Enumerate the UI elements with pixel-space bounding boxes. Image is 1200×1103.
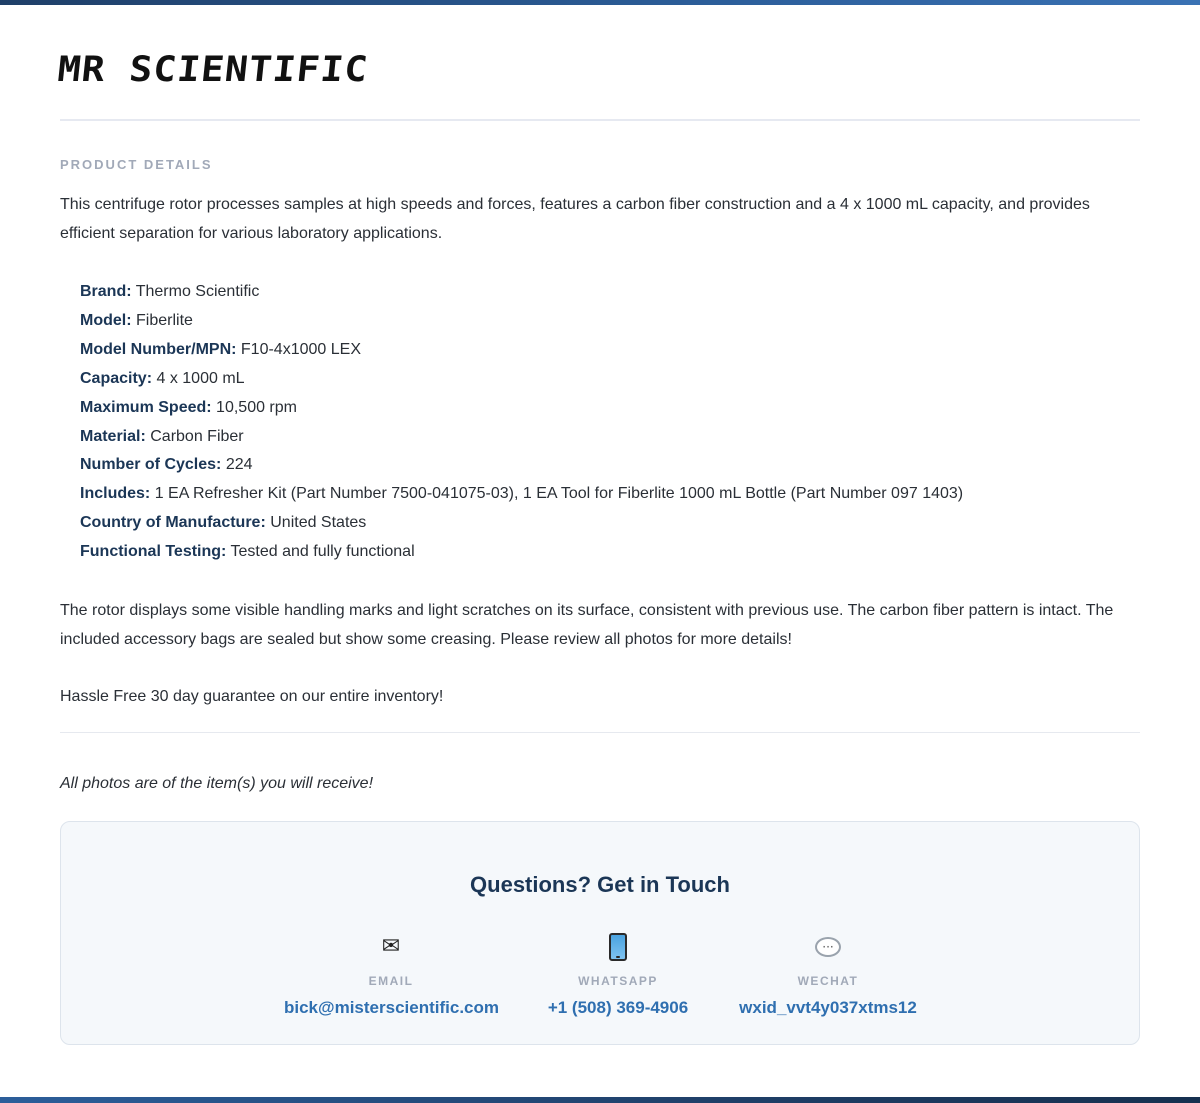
email-link[interactable]: bick@misterscientific.com	[284, 998, 499, 1018]
contact-label-email: EMAIL	[368, 974, 414, 989]
spec-key: Country of Manufacture:	[80, 514, 266, 532]
spec-key: Number of Cycles:	[80, 456, 222, 474]
bottom-accent-bar	[0, 1097, 1200, 1103]
spec-item-cycles	[80, 451, 1140, 480]
spec-value: 4 x 1000 mL	[156, 369, 245, 387]
contact-item-email	[284, 932, 498, 1018]
contact-label-whatsapp: WHATSAPP	[578, 974, 658, 989]
guarantee-text: Hassle Free 30 day guarantee on our entire inventory!	[60, 688, 444, 706]
spec-key: Functional Testing:	[80, 543, 227, 561]
contact-box	[60, 821, 1140, 1045]
wechat-link[interactable]: wxid_vvt4y037xtms12	[739, 998, 917, 1018]
spec-value: Fiberlite	[136, 311, 193, 329]
spec-item-capacity	[80, 365, 1140, 394]
header	[55, 5, 1140, 121]
brand-logo: MR SCIENTIFIC	[55, 49, 371, 90]
contact-label-wechat: WECHAT	[797, 974, 859, 989]
mobile-phone-icon	[538, 932, 698, 962]
spec-item-model	[80, 307, 1140, 336]
divider	[60, 732, 1140, 733]
section-label-product-details: PRODUCT DETAILS	[60, 157, 213, 172]
spec-value: Carbon Fiber	[150, 427, 244, 445]
whatsapp-link[interactable]: +1 (508) 369-4906	[547, 998, 689, 1018]
spec-value: 1 EA Refresher Kit (Part Number 7500-041075-03), 1 EA Tool for Fiberlite 1000 mL Bottle (Part Number 097 1403)	[154, 485, 964, 503]
contact-item-whatsapp	[538, 932, 698, 1018]
spec-value: Thermo Scientific	[135, 283, 260, 300]
spec-key: Model Number/MPN:	[80, 340, 237, 358]
spec-item-max-speed	[80, 394, 1140, 423]
spec-key: Includes:	[80, 485, 151, 503]
spec-item-country	[80, 509, 1140, 538]
spec-value: 224	[225, 456, 253, 474]
spec-key: Maximum Speed:	[80, 398, 212, 416]
spec-item-mpn	[80, 336, 1140, 365]
spec-value: F10-4x1000 LEX	[240, 340, 361, 358]
spec-item-material	[80, 423, 1140, 452]
envelope-icon: ✉	[381, 934, 401, 960]
spec-key: Model:	[80, 311, 132, 329]
spec-item-testing	[80, 538, 1140, 567]
speech-bubble-icon: ···	[738, 932, 918, 962]
contact-item-wechat	[738, 932, 918, 1018]
spec-value: United States	[270, 514, 367, 532]
spec-item-includes	[80, 480, 1140, 509]
spec-key: Brand:	[80, 283, 132, 300]
spec-key: Material:	[80, 427, 146, 445]
condition-description: The rotor displays some visible handling marks and light scratches on its surface, consistent with previous use. The carbon fiber pattern is intact. The included accessory bags are sealed but show some creasing. Please review all photos for more details!	[60, 602, 1114, 649]
spec-value: Tested and fully functional	[230, 543, 415, 561]
contact-title: Questions? Get in Touch	[470, 872, 730, 898]
spec-value: 10,500 rpm	[216, 398, 297, 416]
spec-list	[60, 278, 1140, 567]
spec-item-brand	[80, 278, 1140, 307]
spec-key: Capacity:	[80, 369, 153, 387]
product-intro: This centrifuge rotor processes samples at high speeds and forces, features a carbon fiber construction and a 4 x 1000 mL capacity, and provides efficient separation for various laboratory applications.	[60, 196, 1090, 242]
photos-note: All photos are of the item(s) you will receive!	[60, 775, 374, 793]
listing-container	[55, 5, 1140, 1045]
